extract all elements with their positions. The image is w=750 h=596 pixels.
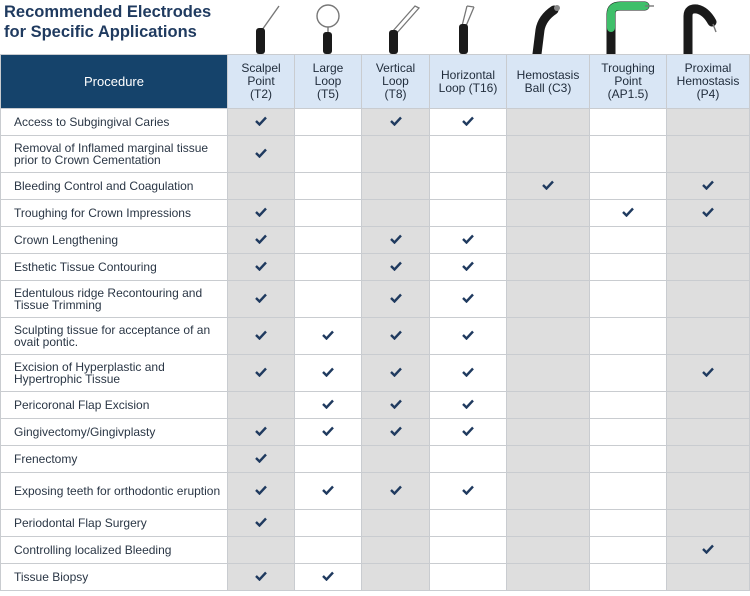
cell-T8	[362, 200, 430, 227]
procedure-name: Crown Lengthening	[1, 227, 228, 254]
cell-T8	[362, 173, 430, 200]
cell-T16	[430, 537, 507, 564]
procedure-name: Excision of Hyperplastic and Hypertrophic Tissue	[1, 355, 228, 392]
cell-P4	[667, 281, 750, 318]
cell-T16	[430, 318, 507, 355]
cell-P4	[667, 473, 750, 510]
checkmark-icon	[255, 367, 267, 377]
cell-C3	[507, 254, 590, 281]
cell-AP1.5	[590, 281, 667, 318]
table-row	[1, 355, 750, 392]
cell-T16	[430, 510, 507, 537]
cell-P4	[667, 446, 750, 473]
cell-T5	[295, 392, 362, 419]
cell-P4	[667, 564, 750, 591]
cell-T16	[430, 564, 507, 591]
cell-P4	[667, 109, 750, 136]
checkmark-icon	[462, 426, 474, 436]
cell-AP1.5	[590, 227, 667, 254]
cell-C3	[507, 200, 590, 227]
table-row	[1, 173, 750, 200]
cell-T5	[295, 227, 362, 254]
cell-AP1.5	[590, 473, 667, 510]
column-header-T2: Scalpel Point (T2)	[228, 55, 295, 109]
checkmark-icon	[542, 180, 554, 190]
cell-T16	[430, 136, 507, 173]
checkmark-icon	[390, 399, 402, 409]
cell-T5	[295, 564, 362, 591]
cell-C3	[507, 227, 590, 254]
cell-P4	[667, 510, 750, 537]
cell-T8	[362, 281, 430, 318]
hemostasis-ball-electrode-icon	[537, 5, 560, 54]
proximal-hemostasis-electrode-icon	[688, 9, 716, 54]
checkmark-icon	[462, 485, 474, 495]
checkmark-icon	[702, 180, 714, 190]
table-row	[1, 227, 750, 254]
cell-T8	[362, 109, 430, 136]
cell-T8	[362, 355, 430, 392]
cell-P4	[667, 200, 750, 227]
checkmark-icon	[255, 571, 267, 581]
cell-T2	[228, 419, 295, 446]
cell-T8	[362, 136, 430, 173]
cell-T2	[228, 136, 295, 173]
cell-AP1.5	[590, 136, 667, 173]
cell-AP1.5	[590, 564, 667, 591]
cell-C3	[507, 392, 590, 419]
cell-P4	[667, 173, 750, 200]
cell-AP1.5	[590, 392, 667, 419]
electrode-icons	[0, 0, 750, 54]
cell-T2	[228, 173, 295, 200]
checkmark-icon	[322, 330, 334, 340]
cell-P4	[667, 318, 750, 355]
checkmark-icon	[462, 234, 474, 244]
cell-T5	[295, 355, 362, 392]
cell-P4	[667, 392, 750, 419]
cell-T8	[362, 446, 430, 473]
column-header-P4: Proximal Hemostasis (P4)	[667, 55, 750, 109]
procedure-name: Edentulous ridge Recontouring and Tissue Trimming	[1, 281, 228, 318]
vertical-loop-electrode-icon	[389, 6, 419, 54]
cell-T5	[295, 281, 362, 318]
cell-T8	[362, 473, 430, 510]
cell-T16	[430, 446, 507, 473]
table-row	[1, 109, 750, 136]
cell-AP1.5	[590, 254, 667, 281]
checkmark-icon	[255, 453, 267, 463]
title-line-1: Recommended Electrodes	[4, 3, 212, 21]
procedure-name: Bleeding Control and Coagulation	[1, 173, 228, 200]
horizontal-loop-electrode-icon	[459, 6, 474, 54]
cell-T8	[362, 564, 430, 591]
table-row	[1, 200, 750, 227]
cell-T16	[430, 355, 507, 392]
cell-T5	[295, 109, 362, 136]
checkmark-icon	[255, 234, 267, 244]
cell-C3	[507, 136, 590, 173]
procedure-name: Access to Subgingival Caries	[1, 109, 228, 136]
cell-T5	[295, 446, 362, 473]
checkmark-icon	[390, 367, 402, 377]
cell-T2	[228, 537, 295, 564]
cell-P4	[667, 355, 750, 392]
cell-P4	[667, 136, 750, 173]
cell-T2	[228, 200, 295, 227]
cell-T5	[295, 254, 362, 281]
table-row	[1, 510, 750, 537]
checkmark-icon	[390, 485, 402, 495]
cell-T16	[430, 419, 507, 446]
procedure-name: Sculpting tissue for acceptance of an ovait pontic.	[1, 318, 228, 355]
checkmark-icon	[255, 261, 267, 271]
table-row	[1, 446, 750, 473]
procedure-name: Controlling localized Bleeding	[1, 537, 228, 564]
electrode-table	[0, 54, 750, 591]
cell-P4	[667, 537, 750, 564]
procedure-name: Pericoronal Flap Excision	[1, 392, 228, 419]
header-row	[1, 55, 750, 109]
cell-T8	[362, 254, 430, 281]
cell-T16	[430, 227, 507, 254]
checkmark-icon	[322, 485, 334, 495]
checkmark-icon	[255, 207, 267, 217]
table-row	[1, 537, 750, 564]
cell-T2	[228, 473, 295, 510]
cell-AP1.5	[590, 109, 667, 136]
procedure-name: Gingivectomy/Gingivplasty	[1, 419, 228, 446]
cell-C3	[507, 473, 590, 510]
cell-C3	[507, 419, 590, 446]
cell-T16	[430, 200, 507, 227]
checkmark-icon	[462, 367, 474, 377]
cell-T16	[430, 173, 507, 200]
checkmark-icon	[322, 426, 334, 436]
checkmark-icon	[255, 293, 267, 303]
cell-T5	[295, 419, 362, 446]
cell-AP1.5	[590, 200, 667, 227]
checkmark-icon	[390, 261, 402, 271]
cell-C3	[507, 173, 590, 200]
cell-T8	[362, 318, 430, 355]
cell-T5	[295, 537, 362, 564]
checkmark-icon	[255, 116, 267, 126]
cell-T2	[228, 109, 295, 136]
procedure-header: Procedure	[1, 55, 228, 109]
cell-AP1.5	[590, 510, 667, 537]
checkmark-icon	[390, 293, 402, 303]
checkmark-icon	[702, 367, 714, 377]
checkmark-icon	[390, 426, 402, 436]
cell-AP1.5	[590, 173, 667, 200]
cell-T8	[362, 537, 430, 564]
cell-T5	[295, 318, 362, 355]
cell-C3	[507, 281, 590, 318]
checkmark-icon	[255, 517, 267, 527]
cell-P4	[667, 254, 750, 281]
checkmark-icon	[702, 207, 714, 217]
cell-T16	[430, 473, 507, 510]
cell-T5	[295, 473, 362, 510]
checkmark-icon	[462, 116, 474, 126]
column-header-T8: Vertical Loop (T8)	[362, 55, 430, 109]
checkmark-icon	[462, 261, 474, 271]
cell-C3	[507, 510, 590, 537]
large-loop-electrode-icon	[317, 5, 339, 54]
table-row	[1, 281, 750, 318]
checkmark-icon	[255, 485, 267, 495]
procedure-name: Exposing teeth for orthodontic eruption	[1, 473, 228, 510]
checkmark-icon	[390, 234, 402, 244]
checkmark-icon	[390, 116, 402, 126]
cell-T16	[430, 281, 507, 318]
cell-T5	[295, 200, 362, 227]
procedure-name: Removal of Inflamed marginal tissue prior to Crown Cementation	[1, 136, 228, 173]
column-header-T16: Horizontal Loop (T16)	[430, 55, 507, 109]
scalpel-point-electrode-icon	[256, 6, 279, 54]
checkmark-icon	[462, 293, 474, 303]
column-header-C3: Hemostasis Ball (C3)	[507, 55, 590, 109]
cell-AP1.5	[590, 355, 667, 392]
cell-T2	[228, 281, 295, 318]
cell-P4	[667, 419, 750, 446]
procedure-name: Esthetic Tissue Contouring	[1, 254, 228, 281]
cell-T8	[362, 227, 430, 254]
table-row	[1, 318, 750, 355]
cell-P4	[667, 227, 750, 254]
cell-T2	[228, 355, 295, 392]
cell-C3	[507, 355, 590, 392]
cell-T8	[362, 392, 430, 419]
cell-T2	[228, 227, 295, 254]
cell-T2	[228, 564, 295, 591]
table-row	[1, 564, 750, 591]
checkmark-icon	[462, 330, 474, 340]
cell-T2	[228, 392, 295, 419]
checkmark-icon	[622, 207, 634, 217]
cell-C3	[507, 109, 590, 136]
cell-AP1.5	[590, 446, 667, 473]
checkmark-icon	[255, 426, 267, 436]
cell-AP1.5	[590, 419, 667, 446]
table-row	[1, 392, 750, 419]
cell-T2	[228, 510, 295, 537]
cell-T2	[228, 254, 295, 281]
table-row	[1, 473, 750, 510]
troughing-point-electrode-icon	[611, 6, 654, 54]
cell-T5	[295, 136, 362, 173]
cell-T16	[430, 109, 507, 136]
column-header-T5: Large Loop (T5)	[295, 55, 362, 109]
cell-C3	[507, 318, 590, 355]
procedure-name: Periodontal Flap Surgery	[1, 510, 228, 537]
cell-T5	[295, 510, 362, 537]
procedure-name: Troughing for Crown Impressions	[1, 200, 228, 227]
checkmark-icon	[462, 399, 474, 409]
checkmark-icon	[322, 571, 334, 581]
cell-C3	[507, 564, 590, 591]
table-row	[1, 136, 750, 173]
cell-AP1.5	[590, 318, 667, 355]
cell-T8	[362, 419, 430, 446]
table-row	[1, 254, 750, 281]
column-header-AP1.5: Troughing Point (AP1.5)	[590, 55, 667, 109]
cell-T2	[228, 318, 295, 355]
cell-T8	[362, 510, 430, 537]
cell-T16	[430, 254, 507, 281]
procedure-name: Tissue Biopsy	[1, 564, 228, 591]
checkmark-icon	[255, 148, 267, 158]
checkmark-icon	[390, 330, 402, 340]
title-line-2: for Specific Applications	[4, 23, 197, 41]
table-row	[1, 419, 750, 446]
checkmark-icon	[702, 544, 714, 554]
cell-AP1.5	[590, 537, 667, 564]
cell-C3	[507, 446, 590, 473]
cell-C3	[507, 537, 590, 564]
procedure-name: Frenectomy	[1, 446, 228, 473]
cell-T16	[430, 392, 507, 419]
checkmark-icon	[322, 399, 334, 409]
cell-T2	[228, 446, 295, 473]
checkmark-icon	[322, 367, 334, 377]
cell-T5	[295, 173, 362, 200]
checkmark-icon	[255, 330, 267, 340]
